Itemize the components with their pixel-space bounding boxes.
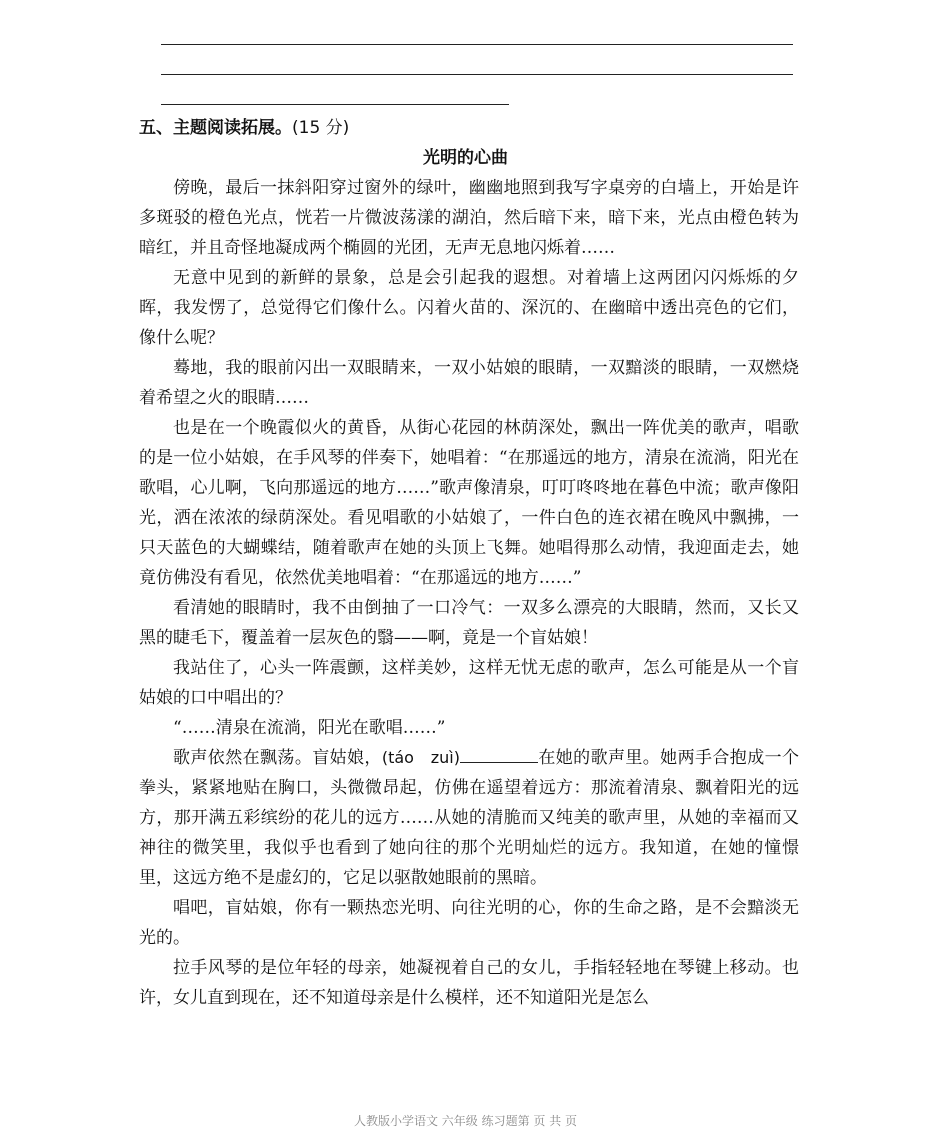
paragraph-with-blank (139, 743, 799, 893)
paragraph: 拉手风琴的是位年轻的母亲，她凝视着自己的女儿，手指轻轻地在琴键上移动。也许，女儿直到现在，还不知道母亲是什么模样，还不知道阳光是怎么 (139, 958, 799, 1008)
paragraph: 唱吧，盲姑娘，你有一颗热恋光明、向往光明的心，你的生命之路，是不会黯淡无光的。 (139, 898, 799, 948)
answer-line-2 (161, 74, 793, 75)
paragraph: 无意中见到的新鲜的景象，总是会引起我的遐想。对着墙上这两团闪闪烁烁的夕晖，我发愣了，总觉得它们像什么。闪着火苗的、深沉的、在幽暗中透出亮色的它们，像什么呢？ (139, 268, 799, 348)
pinyin-hint: (táo zuì) (381, 748, 460, 767)
paragraph: 蓦地，我的眼前闪出一双眼睛来，一双小姑娘的眼睛，一双黯淡的眼睛，一双燃烧着希望之火的眼睛…… (139, 358, 799, 408)
section-heading-text: 五、主题阅读拓展。 (139, 118, 292, 138)
fill-in-blank[interactable] (460, 746, 538, 763)
blank-para-after: 在她的歌声里。她两手合抱成一个拳头，紧紧地贴在胸口，头微微昂起，仿佛在遥望着远方：那流着清泉、飘着阳光的远方，那开满五彩缤纷的花儿的远方……从她的清脆而又纯美的歌声里，从她的幸福而又神往的微笑里，我似乎也看到了她向往的那个光明灿烂的远方。我知道，在她的憧憬里，这远方绝不是虚幻的，它足以驱散她眼前的黑暗。 (139, 748, 799, 888)
article-title: 光明的心曲 (423, 148, 508, 168)
paragraph: 傍晚，最后一抹斜阳穿过窗外的绿叶，幽幽地照到我写字桌旁的白墙上，开始是许多斑驳的橙色光点，恍若一片微波荡漾的湖泊，然后暗下来，暗下来，光点由橙色转为暗红，并且奇怪地凝成两个椭圆的光团，无声无息地闪烁着…… (139, 178, 799, 258)
section-score: (15 分) (292, 118, 350, 138)
answer-line-1 (161, 44, 793, 45)
paragraph: 也是在一个晚霞似火的黄昏，从街心花园的林荫深处，飘出一阵优美的歌声，唱歌的是一位小姑娘，在手风琴的伴奏下，她唱着：“在那遥远的地方，清泉在流淌，阳光在歌唱，心儿啊，飞向那遥远的地方……”歌声像清泉，叮叮咚咚地在暮色中流；歌声像阳光，洒在浓浓的绿荫深处。看见唱歌的小姑娘了，一件白色的连衣裙在晚风中飘拂，一只天蓝色的大蝴蝶结，随着歌声在她的头顶上飞舞。她唱得那么动情，我迎面走去，她竟仿佛没有看见，依然优美地唱着：“在那遥远的地方……” (139, 418, 799, 588)
article-body (139, 173, 799, 1013)
paragraph: “……清泉在流淌，阳光在歌唱……” (173, 718, 446, 738)
paragraph: 我站住了，心头一阵震颤，这样美妙，这样无忧无虑的歌声，怎么可能是从一个盲姑娘的口中唱出的？ (139, 658, 799, 708)
paragraph: 看清她的眼睛时，我不由倒抽了一口冷气：一双多么漂亮的大眼睛，然而，又长又黑的睫毛下，覆盖着一层灰色的翳——啊，竟是一个盲姑娘！ (139, 598, 799, 648)
section-heading (139, 116, 349, 140)
page-footer: 人教版小学语文 六年级 练习题第 页 共 页 (353, 1114, 578, 1128)
answer-line-3 (161, 104, 509, 105)
blank-para-before: 歌声依然在飘荡。盲姑娘， (173, 748, 382, 768)
